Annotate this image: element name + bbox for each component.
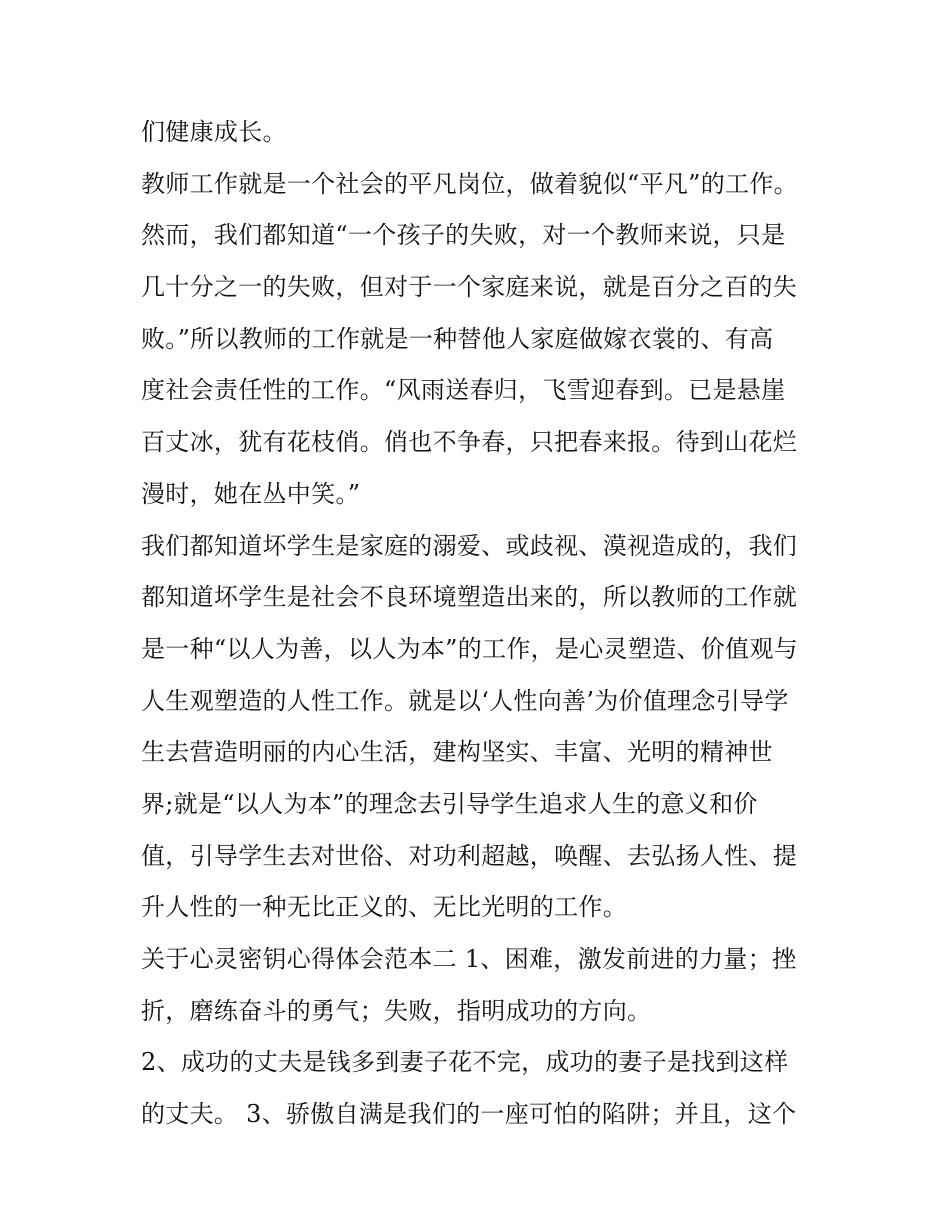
- text-line-19: 2、成功的丈夫是钱多到妻子花不完，成功的妻子是找到这样: [141, 1048, 789, 1077]
- text-line-6: 度社会责任性的工作。“风雨送春归，飞雪迎春到。已是悬崖: [141, 376, 786, 405]
- text-line-17: 关于心灵密钥心得体会范本二 1、困难，激发前进的力量；挫: [141, 945, 797, 973]
- text-line-1: 们健康成长。: [141, 118, 287, 146]
- text-line-11: 是一种“以人为善，以人为本”的工作，是心灵塑造、价值观与: [141, 634, 798, 663]
- text-line-8: 漫时，她在丛中笑。”: [141, 479, 361, 508]
- text-line-2: 教师工作就是一个社会的平凡岗位，做着貌似“平凡”的工作。: [141, 169, 798, 198]
- text-line-10: 都知道坏学生是社会不良环境塑造出来的，所以教师的工作就: [141, 583, 798, 612]
- text-line-4: 几十分之一的失败，但对于一个家庭来说，就是百分之百的失: [141, 273, 798, 302]
- text-line-13: 生去营造明丽的内心生活，建构坚实、丰富、光明的精神世: [141, 738, 773, 767]
- text-line-12: 人生观塑造的人性工作。就是以‘人性向善’为价值理念引导学: [141, 686, 789, 715]
- text-line-16: 升人性的一种无比正义的、无比光明的工作。: [141, 893, 627, 922]
- text-line-20: 的丈夫。 3、骄傲自满是我们的一座可怕的陷阱；并且，这个: [141, 1100, 797, 1129]
- body-text: [141, 107, 821, 1141]
- text-line-15: 值，引导学生去对世俗、对功利超越，唤醒、去弘扬人性、提: [141, 841, 798, 870]
- text-line-7: 百丈冰，犹有花枝俏。俏也不争春，只把春来报。待到山花烂: [141, 428, 798, 457]
- text-line-3: 然而，我们都知道“一个孩子的失败，对一个教师来说，只是: [141, 221, 786, 250]
- text-line-5: 败。”所以教师的工作就是一种替他人家庭做嫁衣裳的、有高: [141, 324, 774, 353]
- text-line-18: 折，磨练奋斗的勇气；失败，指明成功的方向。: [141, 996, 652, 1025]
- text-line-14: 界;就是“以人为本”的理念去引导学生追求人生的意义和价: [141, 789, 758, 818]
- text-line-9: 我们都知道坏学生是家庭的溺爱、或歧视、漠视造成的，我们: [141, 531, 798, 560]
